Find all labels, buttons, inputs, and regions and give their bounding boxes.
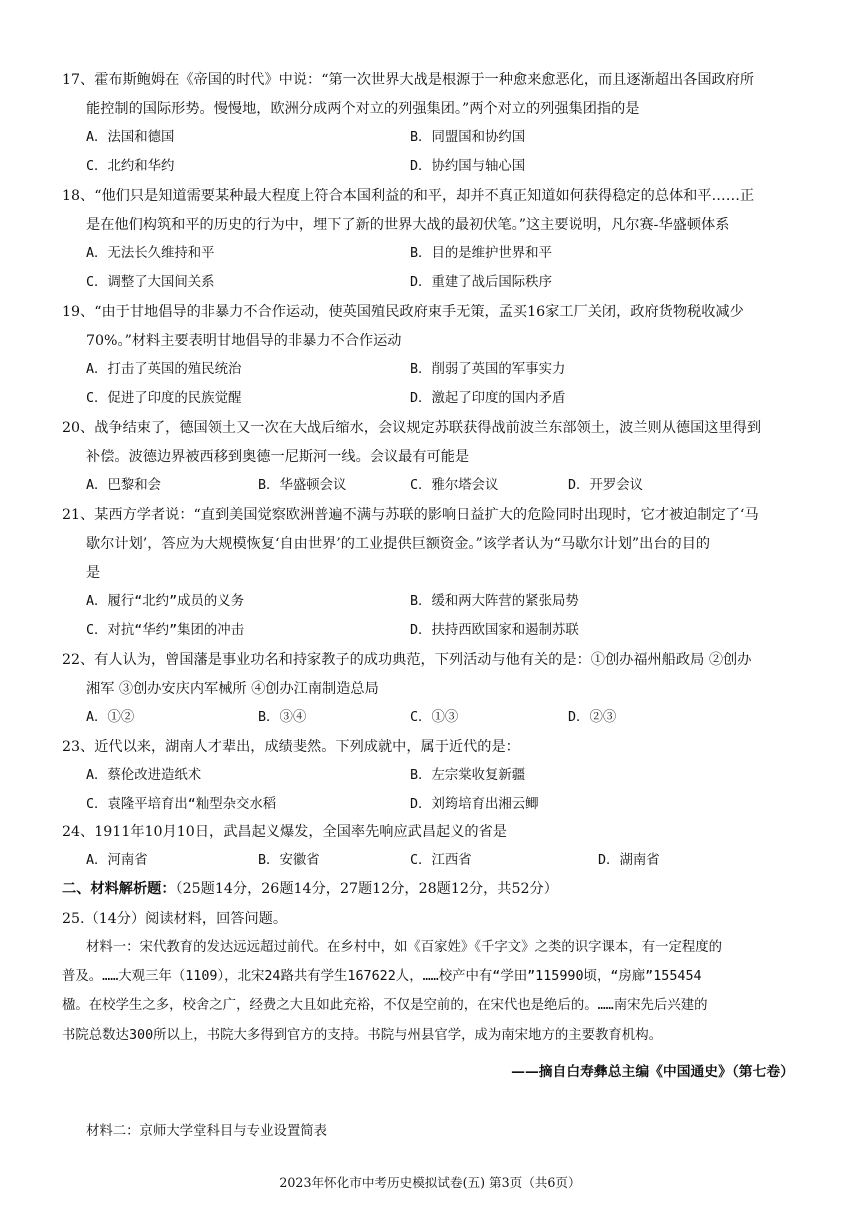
- question-18-option-a: A．无法长久维持和平: [86, 246, 215, 261]
- question-21-line-3: 是: [86, 565, 101, 581]
- question-21-option-c: C．对抗“华约”集团的冲击: [86, 623, 245, 638]
- question-24-option-c: C．江西省: [410, 853, 472, 868]
- question-23-line-1: 23、近代以来，湖南人才辈出，成绩斐然。下列成就中，属于近代的是：: [62, 739, 520, 755]
- question-21-option-d: D．扶持西欧国家和遏制苏联: [410, 623, 579, 638]
- material-1-line-2: 普及。……大观三年（1109），北宋24路共有学生167622人，……校产中有“学田”115990顷，“房廊”155454: [62, 969, 702, 984]
- question-20-line-2: 补偿。波德边界被西移到奥德一尼斯河一线。会议最有可能是: [86, 449, 470, 465]
- question-18-line-1: 18、“他们只是知道需要某种最大程度上符合本国利益的和平，却并不真正知道如何获得稳定的总体和平……正: [62, 188, 755, 204]
- question-19-line-2: 70%。”材料主要表明甘地倡导的非暴力不合作运动: [86, 333, 402, 349]
- question-18-line-2: 是在他们构筑和平的历史的行为中，埋下了新的世界大战的最初伏笔。”这主要说明，凡尔赛-华盛顿体系: [86, 217, 730, 233]
- question-17-option-d: D．协约国与轴心国: [410, 159, 526, 174]
- material-1-line-1: 材料一：宋代教育的发达远远超过前代。在乡村中，如《百家姓》《千字文》之类的识字课本，有一定程度的: [86, 940, 723, 955]
- material-1-line-3: 楹。在校学生之多，校舍之广，经费之大且如此充裕，不仅是空前的，在宋代也是绝后的。……南宋先后兴建的: [62, 998, 708, 1013]
- question-21-option-a: A．履行“北约”成员的义务: [86, 594, 245, 609]
- question-19-option-a: A．打击了英国的殖民统治: [86, 362, 242, 377]
- question-20-option-d: D．开罗会议: [568, 478, 644, 493]
- page-footer: 2023年怀化市中考历史模拟试卷(五) 第3页（共6页）: [279, 1175, 581, 1190]
- question-18-option-c: C．调整了大国间关系: [86, 275, 215, 290]
- question-17-option-b: B．同盟国和协约国: [410, 130, 526, 145]
- question-19-line-1: 19、“由于甘地倡导的非暴力不合作运动，使英国殖民政府束手无策，孟买16家工厂关闭，政府货物税收减少: [62, 304, 744, 320]
- question-17-option-a: A．法国和德国: [86, 130, 175, 145]
- question-24-option-a: A．河南省: [86, 853, 148, 868]
- question-21-option-b: B．缓和两大阵营的紧张局势: [410, 594, 579, 609]
- material-2-title: 材料二：京师大学堂科目与专业设置简表: [86, 1124, 328, 1139]
- question-24-line-1: 24、1911年10月10日，武昌起义爆发，全国率先响应武昌起义的省是: [62, 824, 507, 840]
- question-25-stem: 25.（14分）阅读材料，回答问题。: [62, 911, 288, 927]
- question-23-option-a: A．蔡伦改进造纸术: [86, 768, 202, 783]
- question-23-option-b: B．左宗棠收复新疆: [410, 768, 526, 783]
- question-19-option-b: B．削弱了英国的军事实力: [410, 362, 566, 377]
- question-21-line-2: 歇尔计划’，答应为大规模恢复‘自由世界’的工业提供巨额资金。”该学者认为“马歇尔计划”出台的目的: [86, 536, 711, 552]
- question-20-option-b: B．华盛顿会议: [258, 478, 347, 493]
- material-1-source: ——摘自白寿彝总主编《中国通史》（第七卷）: [511, 1064, 794, 1080]
- question-24-option-d: D．湖南省: [598, 853, 660, 868]
- question-20-line-1: 20、战争结束了，德国领土又一次在大战后缩水，会议规定苏联获得战前波兰东部领土，波兰则从德国这里得到: [62, 420, 762, 436]
- question-23-option-c: C．袁隆平培育出“籼型杂交水稻: [86, 797, 277, 812]
- section-2-title: 二、材料解析题：: [62, 881, 176, 897]
- question-23-option-d: D．刘筠培育出湘云鲫: [410, 797, 539, 812]
- question-19-option-c: C．促进了印度的民族觉醒: [86, 391, 242, 406]
- question-18-option-d: D．重建了战后国际秩序: [410, 275, 552, 290]
- question-20-option-a: A．巴黎和会: [86, 478, 162, 493]
- question-22-option-d: D．②③: [568, 710, 617, 725]
- question-17-line-1: 17、霍布斯鲍姆在《帝国的时代》中说：“第一次世界大战是根源于一种愈来愈恶化，而且逐渐超出各国政府所: [62, 72, 755, 88]
- question-22-option-c: C．①③: [410, 710, 459, 725]
- question-22-option-a: A．①②: [86, 710, 135, 725]
- question-24-option-b: B．安徽省: [258, 853, 320, 868]
- question-20-option-c: C．雅尔塔会议: [410, 478, 499, 493]
- section-2-heading: [62, 879, 558, 899]
- question-19-option-d: D．激起了印度的国内矛盾: [410, 391, 566, 406]
- question-21-line-1: 21、某西方学者说：“直到美国觉察欧洲普遍不满与苏联的影响日益扩大的危险同时出现时，它才被迫制定了‘马: [62, 507, 759, 523]
- question-17-line-2: 能控制的国际形势。慢慢地，欧洲分成两个对立的列强集团。”两个对立的列强集团指的是: [86, 101, 640, 117]
- material-1-line-4: 书院总数达300所以上，书院大多得到官方的支持。书院与州县官学，成为南宋地方的主要教育机构。: [62, 1028, 662, 1043]
- question-22-option-b: B．③④: [258, 710, 307, 725]
- question-17-option-c: C．北约和华约: [86, 159, 175, 174]
- question-22-line-2: 湘军 ③创办安庆内军械所 ④创办江南制造总局: [86, 681, 379, 697]
- question-22-line-1: 22、有人认为，曾国藩是事业功名和持家教子的成功典范，下列活动与他有关的是：①创办福州船政局 ②创办: [62, 652, 752, 668]
- question-18-option-b: B．目的是维护世界和平: [410, 246, 552, 261]
- section-2-score-note: （25题14分，26题14分，27题12分，28题12分，共52分）: [175, 881, 558, 897]
